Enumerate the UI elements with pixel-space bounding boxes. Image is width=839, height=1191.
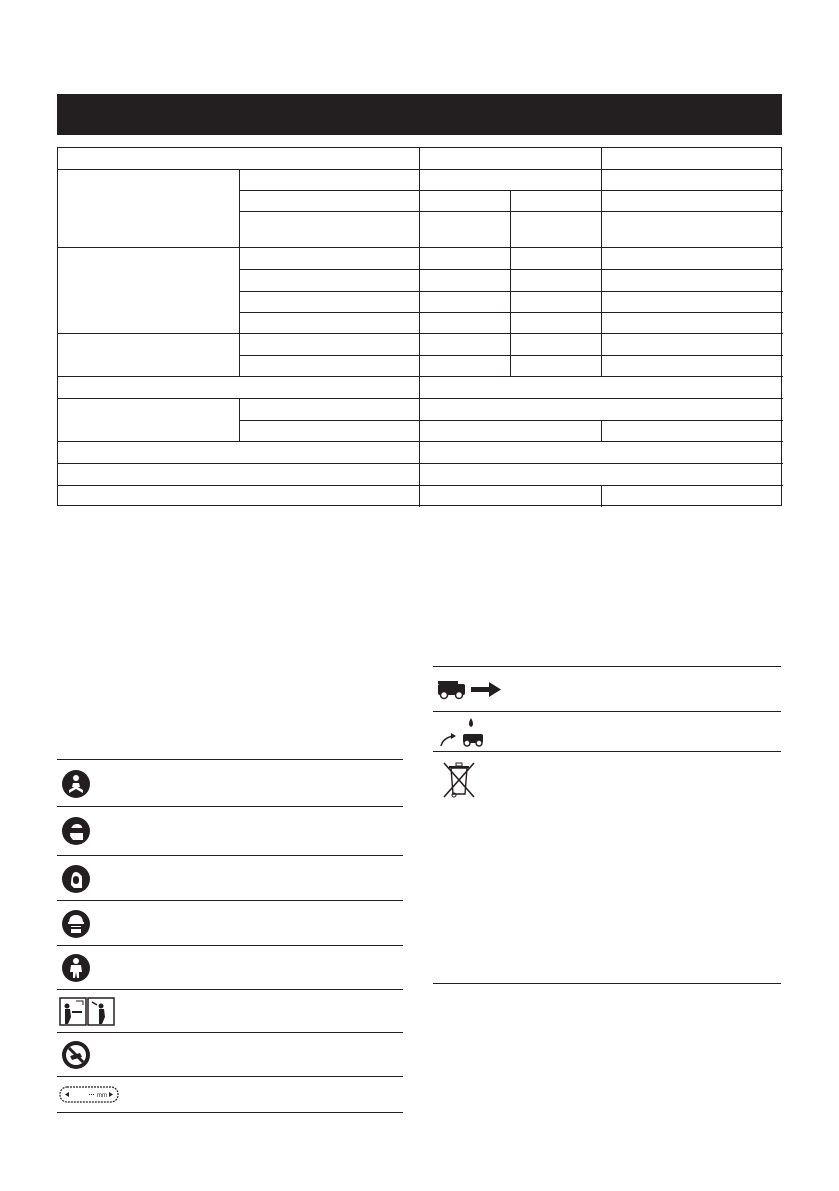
chain-direction-arrow-icon [437,680,503,700]
read-manual-icon [61,769,91,799]
list-item [57,990,403,1033]
list-item [57,946,403,990]
list-item [433,752,781,984]
list-item [57,1033,403,1077]
list-item [57,807,403,856]
list-item [433,712,781,752]
section-header-bar [57,94,782,135]
weee-crossed-bin-icon [441,760,477,800]
specification-table [57,147,782,506]
list-item [57,856,403,901]
protective-clothing-icon [61,953,91,983]
list-item [57,760,403,807]
no-one-hand-operation-icon [61,1040,91,1070]
kickback-warning-icon [59,997,115,1027]
ear-protection-icon [61,864,91,894]
list-item [57,1077,403,1113]
list-item [57,901,403,946]
chain-direction-icon [59,1085,119,1105]
svg-text:mm: mm [97,1093,107,1099]
chain-oil-icon [437,716,487,748]
list-item [433,667,781,712]
eye-protection-icon [61,816,91,846]
head-protection-icon [61,909,91,939]
